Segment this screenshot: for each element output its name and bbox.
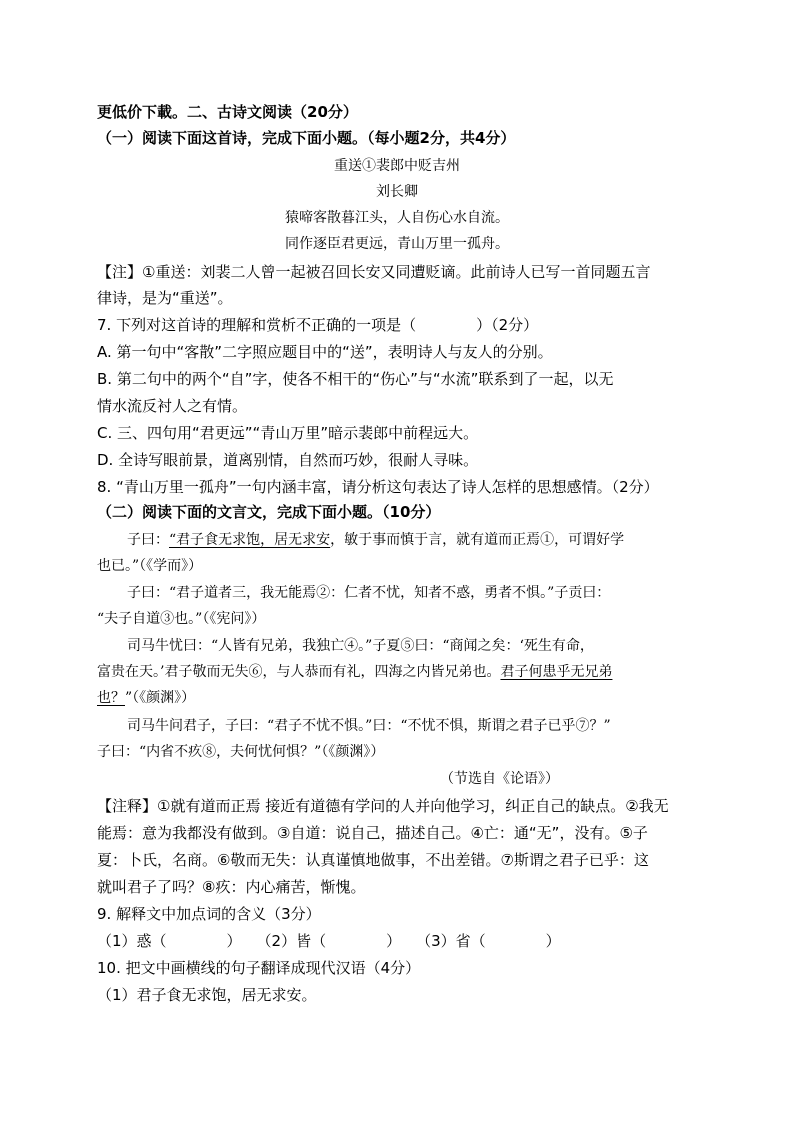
passage-3-source: ”（《颜渊》） [125, 690, 196, 706]
annotation-line-1: 【注释】①就有道而正焉 接近有道德有学问的人并向他学习，纠正自己的缺点。②我无 [97, 797, 669, 815]
section-two-heading: （二）阅读下面的文言文，完成下面小题。（10分） [97, 503, 441, 521]
question-7-option-b-line-1: B. 第二句中的两个“自”字，使各不相干的“伤心”与“水流”联系到了一起，以无 [97, 370, 614, 388]
passage-1-line-2: 也已。”（《学而》） [97, 558, 203, 574]
question-7-option-b-line-2: 情水流反衬人之有情。 [97, 397, 248, 415]
passage-3-underlined-end: 也？ [97, 690, 125, 706]
question-7-option-c: C. 三、四句用“君更远”“青山万里”暗示裴郎中前程远大。 [97, 424, 479, 442]
question-10: 10. 把文中画横线的句子翻译成现代汉语（4分） [97, 959, 421, 977]
question-7-option-a: A. 第一句中“客散”二字照应题目中的“送”，表明诗人与友人的分别。 [97, 343, 553, 361]
passage-3-line-2 [97, 662, 697, 682]
annotation-line-4: 就叫君子了吗？⑧疚：内心痛苦，惭愧。 [97, 878, 366, 896]
passage-1-rest: ，敏于事而慎于言，就有道而正焉①，可谓好学 [330, 532, 625, 548]
passage-1-speaker: 子曰： [127, 532, 169, 548]
header-line: 更低价下載。二、古诗文阅读（20分） [97, 103, 358, 121]
passage-3-text: 富贵在天。’君子敬而无失⑥，与人恭而有礼，四海之内皆兄弟也。 [97, 664, 501, 680]
section-one-heading: （一）阅读下面这首诗，完成下面小题。（每小题2分，共4分） [97, 129, 516, 147]
question-10-item-1: （1）君子食无求饱，居无求安。 [97, 986, 317, 1004]
annotation-line-2: 能焉：意为我都没有做到。③自道：说自己，描述自己。④亡：通“无”，没有。⑤子 [97, 824, 648, 842]
poem-author: 刘长卿 [376, 184, 418, 200]
question-9: 9. 解释文中加点词的含义（3分） [97, 905, 321, 923]
poem-line-1: 猿啼客散暮江头，人自伤心水自流。 [285, 210, 509, 226]
passage-2-line-2: “夫子自道③也。”（《宪问》） [97, 611, 266, 627]
poem-line-2: 同作逐臣君更远，青山万里一孤舟。 [285, 236, 509, 252]
passage-4-line-2: 子曰：“内省不疚⑧，夫何忧何惧？”（《颜渊》） [97, 744, 385, 760]
poem-note-line-1: 【注】①重送：刘裴二人曾一起被召回长安又同遭贬谪。此前诗人已写一首同题五言 [97, 263, 651, 281]
passage-source: （节选自《论语》） [440, 771, 559, 787]
poem-title: 重送①裴郎中贬吉州 [334, 158, 460, 174]
passage-1-underlined-sentence: “君子食无求饱，居无求安 [169, 532, 331, 548]
passage-1-line-1 [127, 530, 697, 550]
passage-4-line-1: 司马牛问君子，子曰：“君子不忧不惧。”曰：“不忧不惧，斯谓之君子已乎⑦？” [127, 718, 611, 734]
question-8: 8. “青山万里一孤舟”一句内涵丰富，请分析这句表达了诗人怎样的思想感情。（2分） [97, 478, 659, 496]
question-7-option-d: D. 全诗写眼前景，道离别情，自然而巧妙，很耐人寻味。 [97, 451, 479, 469]
passage-3-line-3 [97, 688, 697, 708]
question-9-blanks: （1）惑（ ） （2）皆（ ） （3）省（ ） [97, 932, 561, 950]
annotation-line-3: 夏：卜氏，名商。⑥敬而无失：认真谨慎地做事，不出差错。⑦斯谓之君子已乎：这 [97, 851, 649, 869]
passage-3-underlined-sentence: 君子何患乎无兄弟 [500, 664, 613, 680]
passage-2-line-1: 子曰：“君子道者三，我无能焉②：仁者不忧，知者不惑，勇者不惧。”子贡曰： [127, 585, 611, 601]
poem-note-line-2: 律诗，是为“重送”。 [97, 289, 233, 307]
question-7: 7. 下列对这首诗的理解和赏析不正确的一项是（ ）（2分） [97, 316, 539, 334]
passage-3-line-1: 司马牛忧曰：“人皆有兄弟，我独亡④。”子夏⑤曰：“商闻之矣：‘死生有命， [127, 638, 594, 654]
